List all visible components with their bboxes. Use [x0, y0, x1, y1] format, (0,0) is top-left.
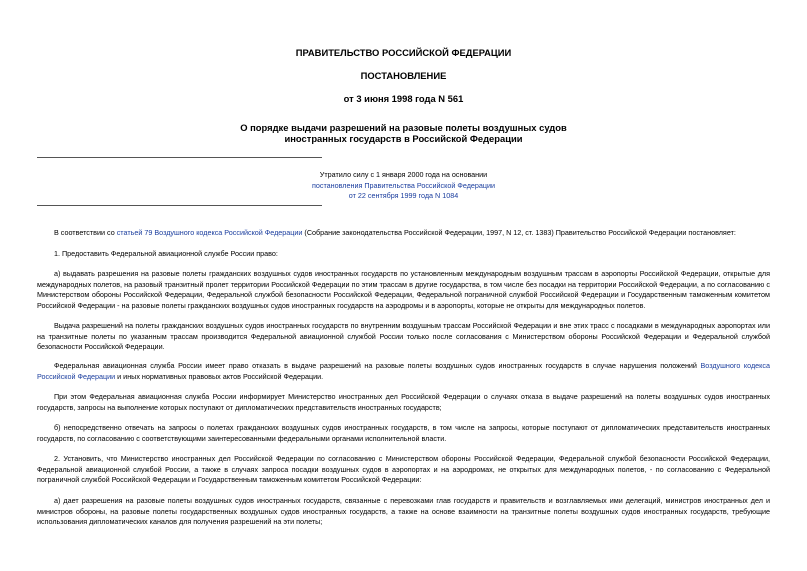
top-divider [37, 157, 322, 158]
paragraph-refusal-right [37, 361, 770, 382]
document-date-number: от 3 июня 1998 года N 561 [343, 93, 464, 104]
document-title-line1: О порядке выдачи разрешений на разовые полеты воздушных судов [240, 122, 567, 133]
paragraph-item-2: 2. Установить, что Министерство иностранных дел Российской Федерации по согласованию с Министерством обороны Российской Федерации, Федеральной службой безопасности Российской Федерации, Федеральной авиационной службой России, а также в случаях запроса посадки воздушных судов в аэропортах и на аэродромах, не открытых для международных полетов, - по согласованию с Федеральной пограничной службой Российской Федерации и Государственным таможенным комитетом Российской Федерации: [37, 454, 770, 485]
paragraph-item-1: 1. Предоставить Федеральной авиационной службе России право: [54, 249, 278, 258]
paragraph-permits-internal-routes: Выдача разрешений на полеты гражданских воздушных судов иностранных государств по внутренним воздушным трассам Российской Федерации и вне этих трасс с посадками в международных аэропортах или на транзитные полеты по указанным трассам производится Федеральной авиационной службой России только после согласования с Министерством обороны Российской Федерации и Федеральной службой безопасности Российской Федерации. [37, 321, 770, 352]
paragraph-item-1a: а) выдавать разрешения на разовые полеты гражданских воздушных судов иностранных государств по установленным международным воздушным трассам в аэропорты Российской Федерации, открытые для международных полетов, на разовый транзитный пролет территории Российской Федерации по этим трассам в другие государства, в том числе без посадки на территории Российской Федерации, а по согласованию с Министерством обороны Российской Федерации, Федеральной службой безопасности Российской Федерации, Федеральной пограничной службой Российской Федерации и Государственным таможенным комитетом Российской Федерации - на разовые полеты гражданских воздушных судов иностранных государств на аэродромы и в аэропорты, которые не открыты для международных полетов. [37, 269, 770, 310]
document-type-heading: ПОСТАНОВЛЕНИЕ [360, 70, 447, 81]
preamble-text-start: В соответствии со [54, 228, 117, 237]
document-title-line2: иностранных государств в Российской Федерации [284, 133, 523, 144]
refusal-text-start: Федеральная авиационная служба России имеет право отказать в выдаче разрешений на разовые полеты воздушных судов иностранных государств в случае нарушения положений [54, 361, 701, 370]
air-code-article-79-link[interactable]: статьей 79 Воздушного кодекса Российской Федерации [116, 228, 303, 237]
refusal-text-end: и иных нормативных правовых актов Российской Федерации. [115, 371, 324, 381]
air-code-link[interactable]: Воздушного кодекса Российской Федерации [37, 361, 770, 381]
repeal-decree-link[interactable]: постановления Правительства Российской Федерации [311, 180, 496, 190]
bottom-divider [37, 205, 322, 206]
paragraph-mfa-notification: При этом Федеральная авиационная служба России информирует Министерство иностранных дел Российской Федерации о случаях отказа в выдаче разрешений на полеты воздушных судов иностранных государств, запросы на выполнение которых поступают от дипломатических представительств иностранных государств; [37, 392, 770, 412]
document-title [0, 122, 807, 144]
repeal-decree-date-link[interactable]: от 22 сентября 1999 года N 1084 [348, 191, 459, 200]
paragraph-item-2a: а) дает разрешения на разовые полеты воздушных судов иностранных государств, связанные с перевозками глав государств и правительств и возглавляемых ими делегаций, министров иностранных дел и министров обороны, на разовые полеты государственных воздушных судов иностранных государств, а также на основе взаимности на транзитные полеты воздушных судов иностранных государств, требующие использования дипломатических каналов для получения разрешений на эти полеты; [37, 496, 770, 527]
repeal-notice-text: Утратило силу с 1 января 2000 года на основании [319, 170, 488, 179]
issuer-heading: ПРАВИТЕЛЬСТВО РОССИЙСКОЙ ФЕДЕРАЦИИ [295, 47, 512, 58]
paragraph-item-1b: б) непосредственно отвечать на запросы о полетах гражданских воздушных судов иностранных государств, в том числе на запросы, которые поступают от дипломатических представительств иностранных государств, по согласованию с соответствующими заинтересованными федеральными органами исполнительной власти. [37, 423, 770, 443]
paragraph-preamble [37, 228, 770, 239]
repeal-notice [0, 170, 807, 202]
preamble-text-end: (Собрание законодательства Российской Федерации, 1997, N 12, ст. 1383) Правительство Российской Федерации постановляет: [302, 228, 736, 237]
